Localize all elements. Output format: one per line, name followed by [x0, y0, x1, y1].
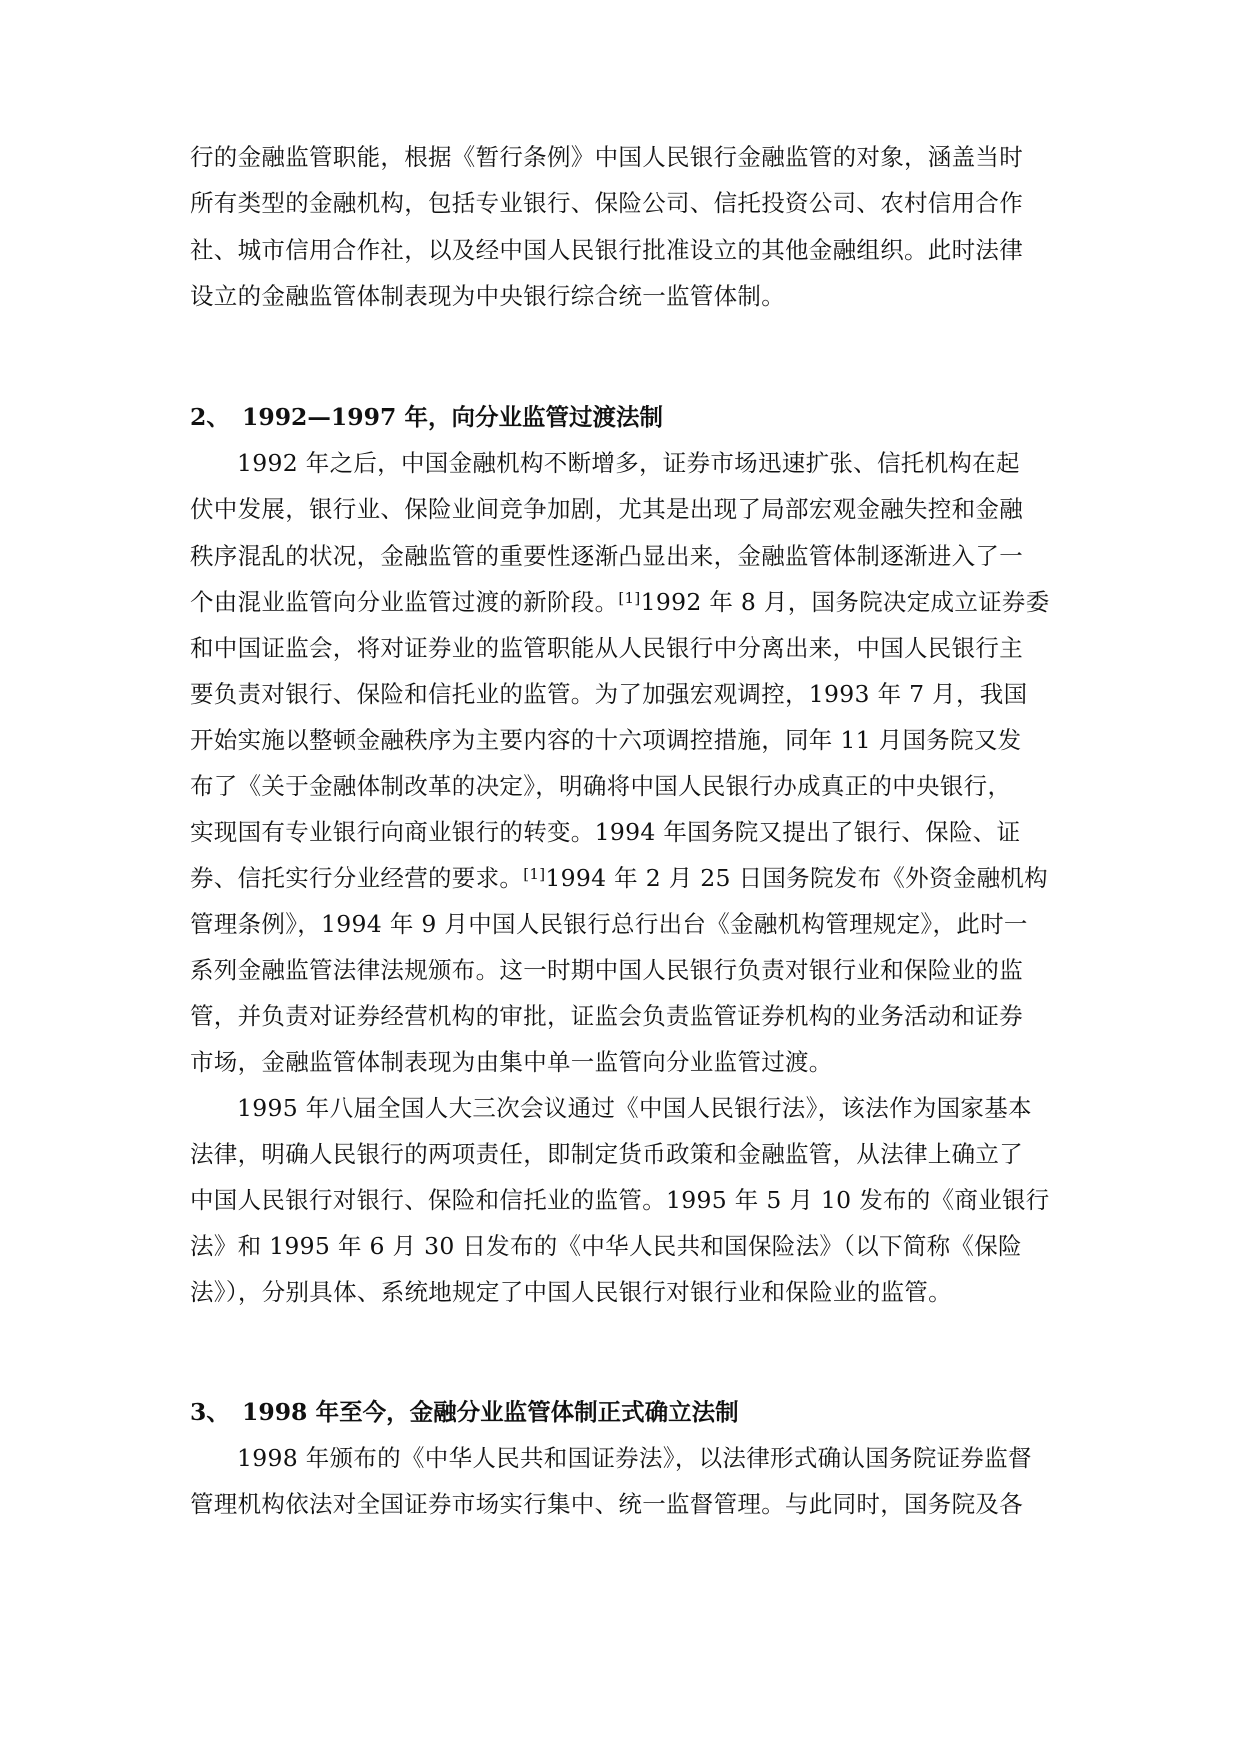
paragraph-1-line-1: 行的金融监管职能，根据《暂行条例》中国人民银行金融监管的对象，涵盖当时 — [190, 143, 1023, 171]
paragraph-2-line-10-text-a: 券、信托实行分业经营的要求。 — [190, 864, 524, 892]
paragraph-2-line-4 — [190, 582, 1060, 622]
paragraph-2-line-5: 和中国证监会，将对证券业的监管职能从人民银行中分离出来，中国人民银行主 — [190, 634, 1023, 662]
paragraph-2-line-9: 实现国有专业银行向商业银行的转变。1994 年国务院又提出了银行、保险、证 — [190, 818, 1021, 846]
paragraph-2-line-1: 1992 年之后，中国金融机构不断增多，证券市场迅速扩张、信托机构在起 — [237, 449, 1020, 477]
citation-ref: [1] — [618, 589, 641, 607]
paragraph-1-line-3: 社、城市信用合作社，以及经中国人民银行批准设立的其他金融组织。此时法律 — [190, 236, 1023, 264]
section-3-heading — [190, 1392, 1060, 1432]
section-2-title: 1992—1997 年，向分业监管过渡法制 — [242, 403, 663, 431]
paragraph-1-line-2: 所有类型的金融机构，包括专业银行、保险公司、信托投资公司、农村信用合作 — [190, 189, 1023, 217]
section-2-heading — [190, 397, 1060, 437]
paragraph-3-line-1: 1995 年八届全国人大三次会议通过《中国人民银行法》，该法作为国家基本 — [237, 1094, 1032, 1122]
paragraph-2-line-8: 布了《关于金融体制改革的决定》，明确将中国人民银行办成真正的中央银行， — [190, 772, 1012, 800]
paragraph-2-line-2: 伏中发展，银行业、保险业间竞争加剧，尤其是出现了局部宏观金融失控和金融 — [190, 495, 1023, 523]
paragraph-2-line-10 — [190, 858, 1060, 898]
paragraph-4-line-1: 1998 年颁布的《中华人民共和国证券法》，以法律形式确认国务院证券监督 — [237, 1444, 1032, 1472]
paragraph-3-line-3: 中国人民银行对银行、保险和信托业的监管。1995 年 5 月 10 发布的《商业银行 — [190, 1186, 1050, 1214]
paragraph-2-line-12: 系列金融监管法律法规颁布。这一时期中国人民银行负责对银行业和保险业的监 — [190, 956, 1023, 984]
paragraph-2-line-10-text-b: 1994 年 2 月 25 日国务院发布《外资金融机构 — [545, 864, 1048, 892]
section-3-title: 1998 年至今，金融分业监管体制正式确立法制 — [242, 1398, 739, 1426]
paragraph-3-line-2: 法律，明确人民银行的两项责任，即制定货币政策和金融监管，从法律上确立了 — [190, 1140, 1023, 1168]
citation-ref: [1] — [523, 865, 546, 883]
paragraph-2-line-7: 开始实施以整顿金融秩序为主要内容的十六项调控措施，同年 11 月国务院又发 — [190, 726, 1022, 754]
paragraph-2-line-4-text-b: 1992 年 8 月，国务院决定成立证券委 — [640, 588, 1050, 616]
section-2-number: 2、 — [190, 403, 230, 431]
paragraph-2-line-3: 秩序混乱的状况，金融监管的重要性逐渐凸显出来，金融监管体制逐渐进入了一 — [190, 542, 1023, 570]
paragraph-2-line-11: 管理条例》，1994 年 9 月中国人民银行总行出台《金融机构管理规定》，此时一 — [190, 910, 1028, 938]
paragraph-2-line-13: 管，并负责对证券经营机构的审批，证监会负责监管证券机构的业务活动和证券 — [190, 1002, 1023, 1030]
section-3-number: 3、 — [190, 1398, 230, 1426]
paragraph-2-line-6: 要负责对银行、保险和信托业的监管。为了加强宏观调控，1993 年 7 月，我国 — [190, 680, 1028, 708]
paragraph-4-line-2: 管理机构依法对全国证券市场实行集中、统一监督管理。与此同时，国务院及各 — [190, 1490, 1023, 1518]
paragraph-1-line-4: 设立的金融监管体制表现为中央银行综合统一监管体制。 — [190, 282, 785, 310]
paragraph-2-line-14: 市场，金融监管体制表现为由集中单一监管向分业监管过渡。 — [190, 1048, 833, 1076]
paragraph-3-line-4: 法》和 1995 年 6 月 30 日发布的《中华人民共和国保险法》（以下简称《保险 — [190, 1232, 1022, 1260]
paragraph-3-line-5: 法》），分别具体、系统地规定了中国人民银行对银行业和保险业的监管。 — [190, 1278, 952, 1306]
paragraph-2-line-4-text-a: 个由混业监管向分业监管过渡的新阶段。 — [190, 588, 619, 616]
